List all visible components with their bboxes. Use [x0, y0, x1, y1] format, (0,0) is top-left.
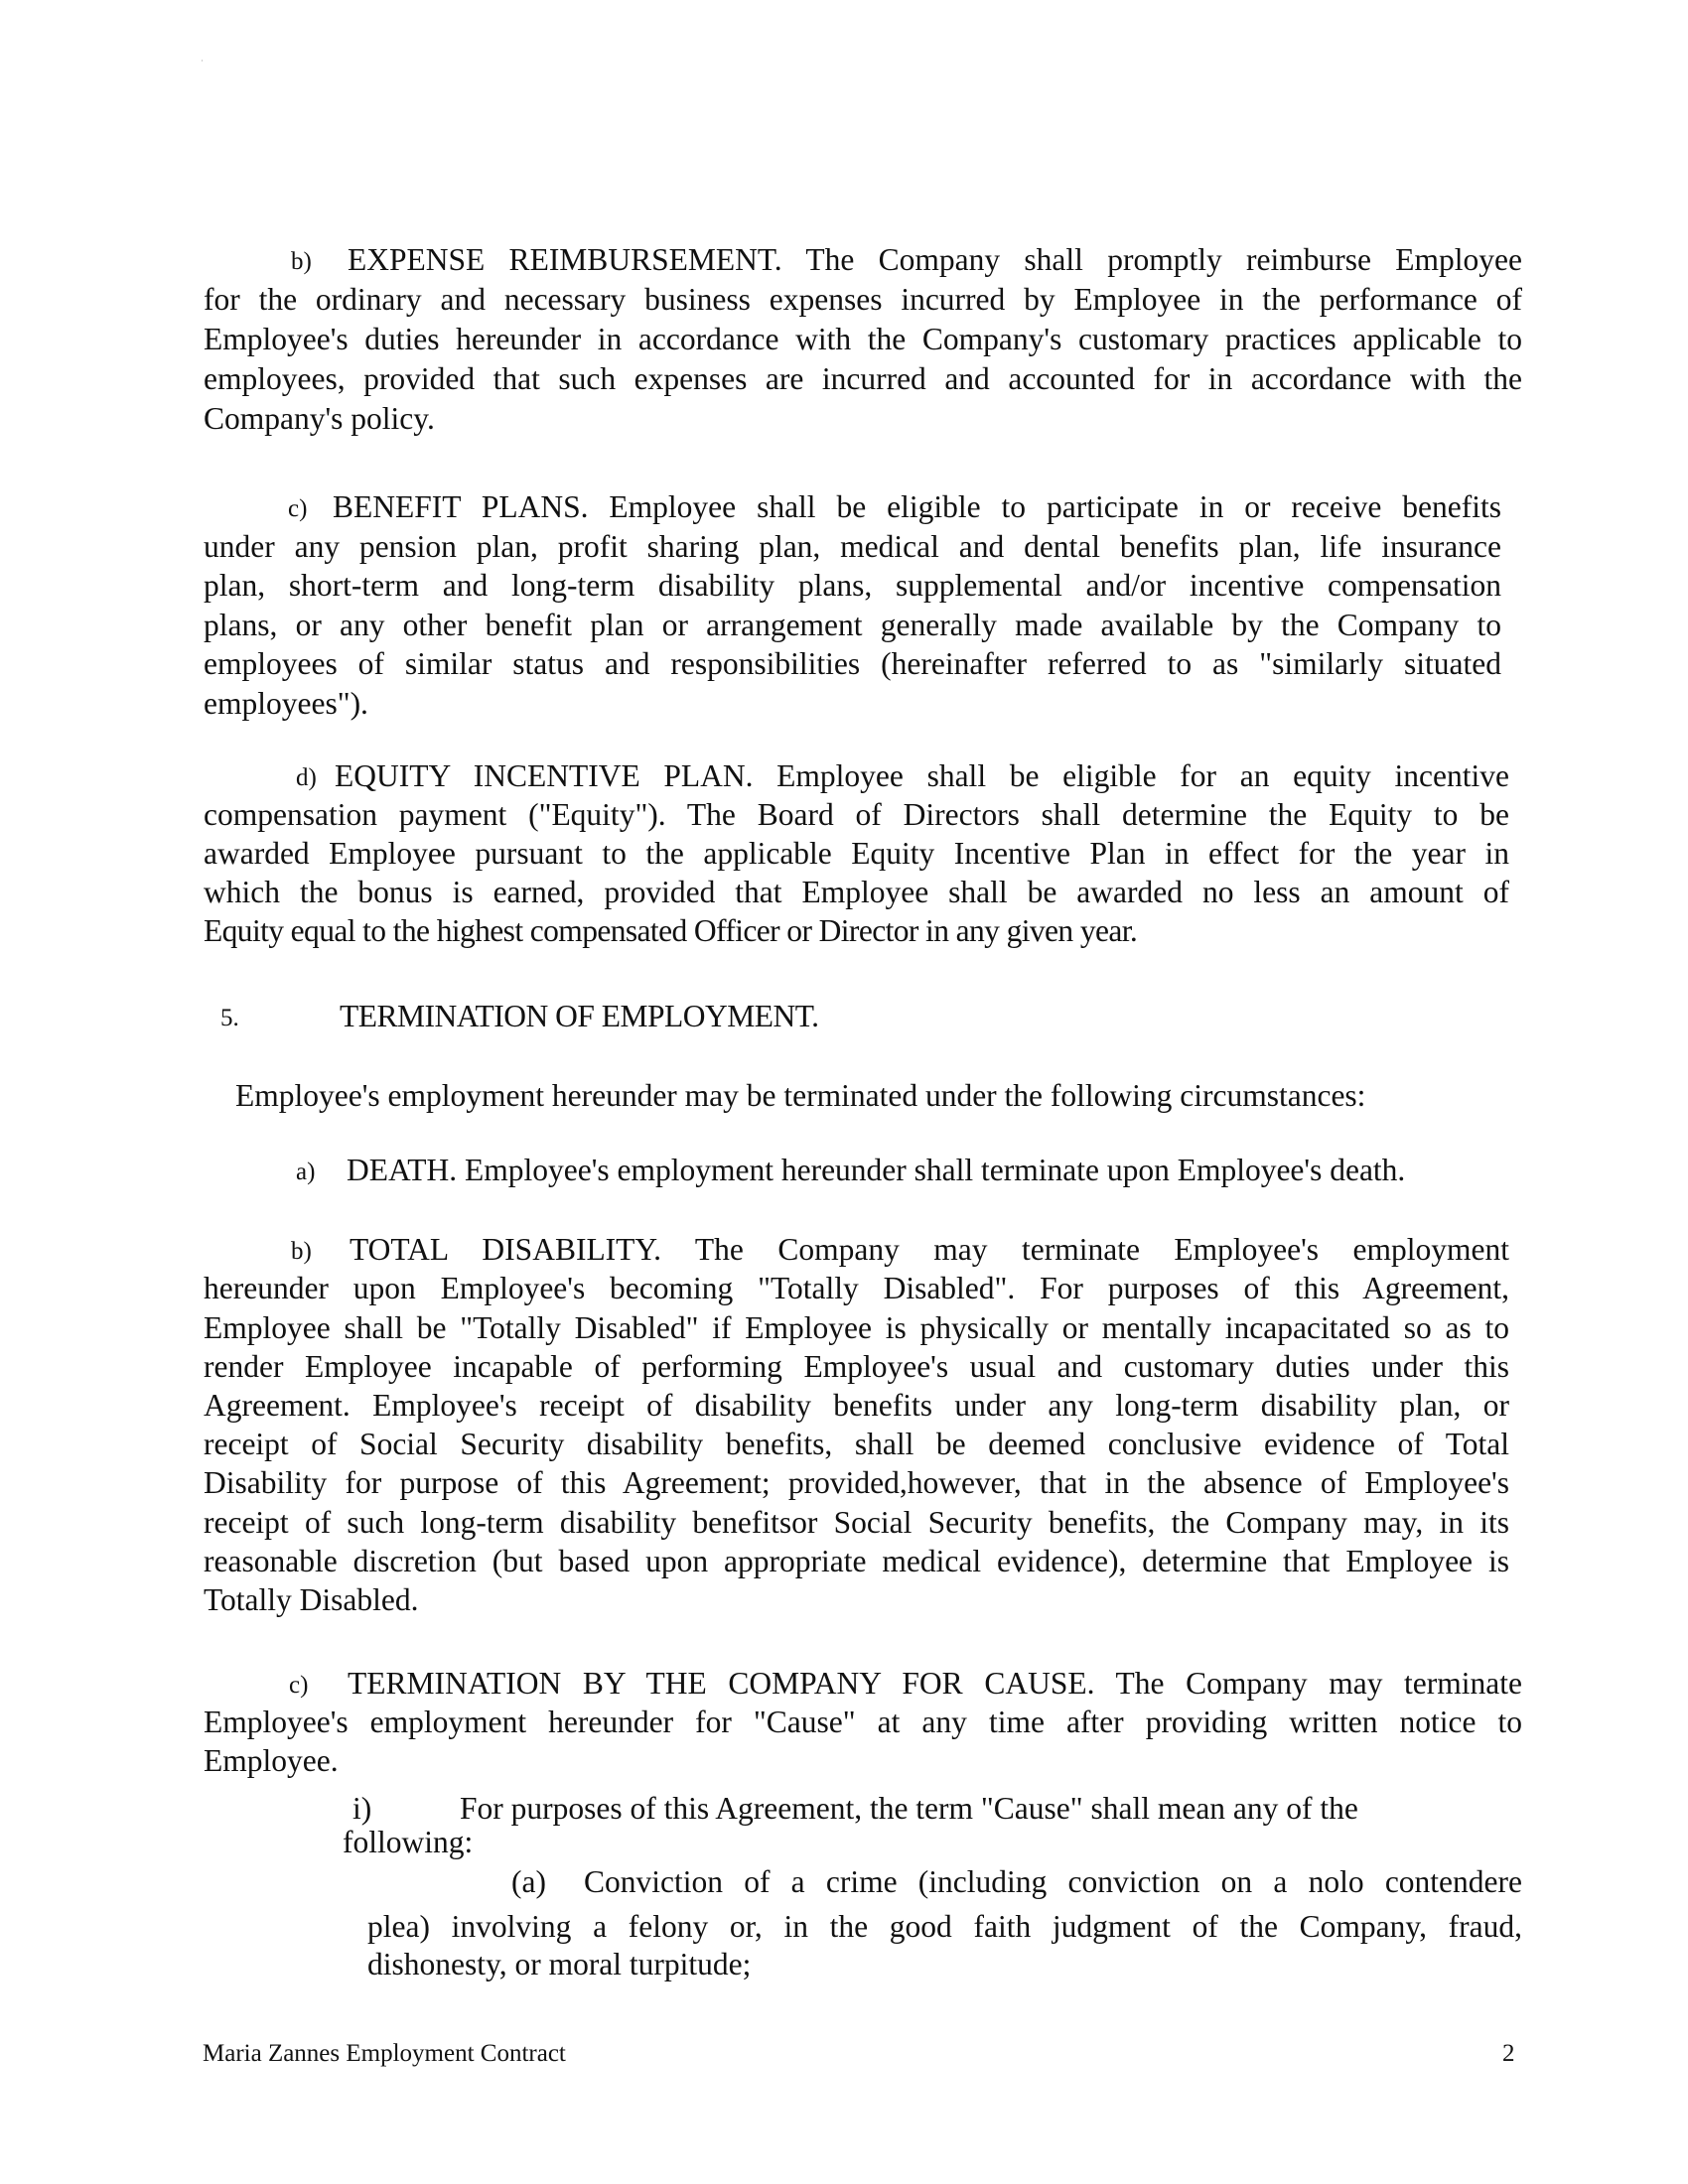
paragraph-line: employees").: [204, 686, 368, 721]
item-label: c): [289, 1672, 309, 1699]
page-number: 2: [1502, 2040, 1515, 2067]
paragraph-line: For purposes of this Agreement, the term "Cause" shall mean any of the: [460, 1791, 1358, 1826]
item-label: c): [288, 495, 308, 522]
paragraph-line: awarded Employee pursuant to the applicable Equity Incentive Plan in effect for the year in: [204, 836, 1509, 871]
item-label: b): [291, 248, 312, 275]
paragraph-line: EQUITY INCENTIVE PLAN. Employee shall be eligible for an equity incentive: [335, 758, 1509, 793]
paragraph-line: plea) involving a felony or, in the good faith judgment of the Company, fraud,: [367, 1909, 1522, 1944]
paragraph-line: DEATH. Employee's employment hereunder shall terminate upon Employee's death.: [347, 1153, 1406, 1187]
paragraph-line: Conviction of a crime (including conviction on a nolo contendere: [584, 1864, 1522, 1899]
paragraph-line: Disability for purpose of this Agreement; provided,however, that in the absence of Employee's: [204, 1465, 1509, 1500]
paragraph-line: render Employee incapable of performing Employee's usual and customary duties under this: [204, 1349, 1509, 1384]
paragraph-line: Totally Disabled.: [204, 1582, 419, 1617]
paragraph-line: receipt of such long-term disability benefitsor Social Security benefits, the Company may, in its: [204, 1505, 1509, 1540]
footer-title: Maria Zannes Employment Contract: [203, 2040, 566, 2067]
section-heading: TERMINATION OF EMPLOYMENT.: [340, 999, 819, 1033]
section-intro: Employee's employment hereunder may be terminated under the following circumstances:: [235, 1078, 1366, 1113]
paragraph-line: Equity equal to the highest compensated Officer or Director in any given year.: [204, 913, 1138, 948]
item-label: b): [291, 1238, 312, 1265]
item-label: d): [296, 764, 317, 791]
paragraph-line: TOTAL DISABILITY. The Company may terminate Employee's employment: [350, 1232, 1509, 1267]
subitem-label: i): [352, 1791, 372, 1826]
paragraph-line: dishonesty, or moral turpitude;: [367, 1947, 752, 1981]
paragraph-line: Employee.: [204, 1743, 339, 1778]
paragraph-line: hereunder upon Employee's becoming "Totally Disabled". For purposes of this Agreement,: [204, 1271, 1509, 1305]
paragraph-line: Employee's duties hereunder in accordance with the Company's customary practices applicable to: [204, 322, 1522, 356]
paragraph-line: which the bonus is earned, provided that Employee shall be awarded no less an amount of: [204, 875, 1509, 909]
paragraph-line: compensation payment ("Equity"). The Board of Directors shall determine the Equity to be: [204, 797, 1509, 832]
paragraph-line: for the ordinary and necessary business expenses incurred by Employee in the performance of: [204, 282, 1522, 317]
paragraph-line: under any pension plan, profit sharing plan, medical and dental benefits plan, life insurance: [204, 529, 1501, 564]
paragraph-line: following:: [343, 1825, 474, 1859]
paragraph-line: reasonable discretion (but based upon appropriate medical evidence), determine that Employee is: [204, 1544, 1509, 1578]
section-number: 5.: [220, 1005, 239, 1031]
paragraph-line: Company's policy.: [204, 401, 435, 436]
paragraph-line: receipt of Social Security disability benefits, shall be deemed conclusive evidence of Total: [204, 1427, 1509, 1461]
paragraph-line: employees, provided that such expenses are incurred and accounted for in accordance with the: [204, 361, 1522, 396]
paragraph-line: EXPENSE REIMBURSEMENT. The Company shall promptly reimburse Employee: [348, 242, 1522, 277]
paragraph-line: Employee shall be "Totally Disabled" if Employee is physically or mentally incapacitated so as to: [204, 1310, 1509, 1345]
subitem-label: (a): [511, 1864, 546, 1899]
paragraph-line: BENEFIT PLANS. Employee shall be eligible to participate in or receive benefits: [333, 489, 1501, 524]
paragraph-line: TERMINATION BY THE COMPANY FOR CAUSE. The Company may terminate: [348, 1666, 1522, 1701]
scan-speck: [202, 60, 203, 62]
paragraph-line: employees of similar status and responsibilities (hereinafter referred to as "similarly situated: [204, 646, 1501, 681]
paragraph-line: Agreement. Employee's receipt of disability benefits under any long-term disability plan, or: [204, 1388, 1509, 1423]
paragraph-line: plans, or any other benefit plan or arrangement generally made available by the Company to: [204, 608, 1501, 642]
paragraph-line: plan, short-term and long-term disability plans, supplemental and/or incentive compensation: [204, 568, 1501, 603]
item-label: a): [296, 1159, 316, 1185]
paragraph-line: Employee's employment hereunder for "Cause" at any time after providing written notice to: [204, 1705, 1522, 1739]
